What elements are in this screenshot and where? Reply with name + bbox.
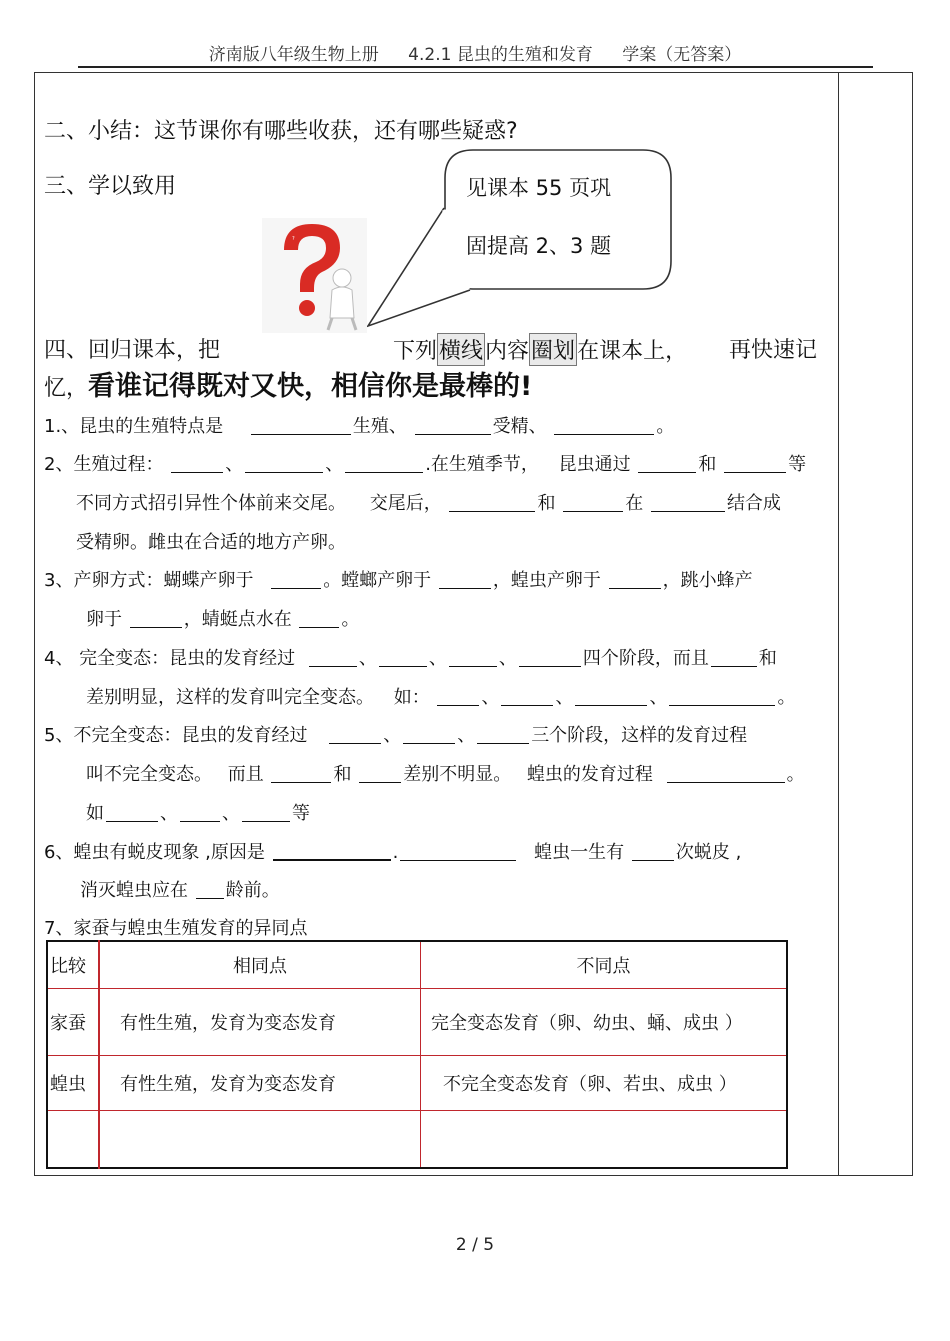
q4-text-a: 4、 完全变态：昆虫的发育经过 bbox=[44, 648, 296, 669]
q4-sep-5: 、 bbox=[555, 687, 574, 708]
q1-text-d: 。 bbox=[656, 416, 675, 437]
review-text-list: 下列 bbox=[393, 339, 438, 364]
q5-text-d: 而且 bbox=[227, 764, 264, 785]
table-cell[interactable] bbox=[99, 1111, 421, 1169]
table-header-cell: 不同点 bbox=[421, 941, 788, 989]
q6-blank-1[interactable] bbox=[273, 841, 391, 861]
q6-text-e: 龄前。 bbox=[225, 880, 280, 901]
q5-text-j: 等 bbox=[292, 803, 310, 824]
q5-blank-9[interactable] bbox=[242, 803, 290, 822]
q6-text-b: 蝗虫一生有 bbox=[534, 842, 625, 863]
table-cell[interactable] bbox=[47, 1111, 99, 1169]
q5-sep-2: 、 bbox=[457, 725, 476, 746]
q4-blank-1[interactable] bbox=[309, 648, 357, 667]
q2-blank-6[interactable] bbox=[449, 493, 535, 512]
q5-sep-4: 、 bbox=[222, 803, 240, 824]
q5-text-e: 和 bbox=[333, 764, 352, 785]
q4-sep-1: 、 bbox=[358, 648, 377, 669]
q3-text-a: 3、产卵方式：蝴蝶产卵于 bbox=[44, 570, 254, 591]
q5-blank-3[interactable] bbox=[477, 725, 529, 744]
section-review-end: 再快速记 bbox=[729, 338, 818, 363]
header-type: 学案（无答案） bbox=[622, 45, 742, 65]
q5-blank-2[interactable] bbox=[403, 725, 455, 744]
q2-text-a: 2、生殖过程： bbox=[44, 454, 164, 475]
q4-text-b: 四个阶段，而且 bbox=[582, 648, 709, 669]
q3-text-c: ，蝗虫产卵于 bbox=[492, 570, 601, 591]
question-5-line-3 bbox=[86, 799, 310, 825]
page-number: 2 / 5 bbox=[455, 1235, 495, 1255]
svg-text:?: ? bbox=[292, 236, 295, 242]
q3-text-e: 卵于 bbox=[86, 609, 122, 630]
q2-text-h: 和 bbox=[537, 493, 556, 514]
table-cell: 不完全变态发育（卵、若虫、成虫 ） bbox=[421, 1056, 788, 1111]
table-cell: 家蚕 bbox=[47, 989, 99, 1056]
q4-blank-2[interactable] bbox=[379, 648, 427, 667]
q4-blank-3[interactable] bbox=[449, 648, 497, 667]
q2-blank-1[interactable] bbox=[171, 454, 223, 473]
q5-blank-6[interactable] bbox=[667, 764, 785, 783]
page-header bbox=[0, 40, 950, 65]
q5-blank-7[interactable] bbox=[106, 803, 158, 822]
q2-blank-2[interactable] bbox=[245, 454, 323, 473]
review-text-on-book: 在课本上， bbox=[577, 339, 688, 364]
question-1 bbox=[44, 412, 674, 438]
q3-blank-3[interactable] bbox=[609, 570, 661, 589]
q2-text-i: 在 bbox=[625, 493, 644, 514]
q2-sep-2: 、 bbox=[325, 454, 344, 475]
question-5-line-1 bbox=[44, 721, 747, 747]
table-cell: 蝗虫 bbox=[47, 1056, 99, 1111]
q1-blank-1[interactable] bbox=[251, 416, 351, 435]
q5-sep-1: 、 bbox=[383, 725, 402, 746]
q5-text-f: 差别不明显。 bbox=[403, 764, 512, 785]
header-course: 济南版八年级生物上册 bbox=[208, 45, 379, 65]
q4-blank-8[interactable] bbox=[575, 687, 647, 706]
question-4-line-1 bbox=[44, 644, 777, 670]
q3-blank-5[interactable] bbox=[299, 609, 339, 628]
q2-text-d: 和 bbox=[698, 454, 717, 475]
question-2-line-2 bbox=[76, 489, 781, 515]
q4-sep-6: 、 bbox=[649, 687, 668, 708]
table-header-row bbox=[47, 941, 787, 989]
table-row bbox=[47, 1056, 787, 1111]
q2-text-e: 等 bbox=[788, 454, 807, 475]
q4-sep-2: 、 bbox=[428, 648, 447, 669]
section-summary: 二、小结：这节课你有哪些收获，还有哪些疑惑? bbox=[44, 119, 518, 144]
speech-bubble-tail bbox=[360, 200, 480, 330]
table-cell: 完全变态发育（卵、幼虫、蛹、成虫 ） bbox=[421, 989, 788, 1056]
q4-text-e: 如： bbox=[393, 687, 430, 708]
table-header-cell: 比较 bbox=[47, 941, 99, 989]
q5-blank-8[interactable] bbox=[180, 803, 220, 822]
q4-text-c: 和 bbox=[758, 648, 777, 669]
highlight-circle-word: 圈划 bbox=[529, 333, 577, 366]
q2-sep-1: 、 bbox=[225, 454, 244, 475]
q5-text-h: 。 bbox=[786, 764, 805, 785]
q4-blank-5[interactable] bbox=[711, 648, 757, 667]
question-2-line-1 bbox=[44, 450, 806, 476]
q2-text-j: 结合成 bbox=[726, 493, 781, 514]
highlight-underline-word: 横线 bbox=[437, 333, 485, 366]
question-3-line-2 bbox=[86, 605, 359, 631]
table-row bbox=[47, 1111, 787, 1169]
bubble-line-2: 固提高 2、3 题 bbox=[466, 234, 612, 258]
table-cell: 有性生殖，发育为变态发育 bbox=[99, 1056, 421, 1111]
section-review-middle bbox=[393, 333, 687, 366]
q4-blank-4[interactable] bbox=[519, 648, 581, 667]
question-6-line-1 bbox=[44, 838, 741, 864]
q6-dot: . bbox=[392, 842, 399, 863]
q3-blank-1[interactable] bbox=[271, 570, 321, 589]
question-6-line-2 bbox=[80, 876, 280, 902]
q2-text-b: .在生殖季节， bbox=[425, 454, 539, 475]
q6-blank-2[interactable] bbox=[400, 842, 516, 861]
bubble-line-1: 见课本 55 页巩 bbox=[466, 176, 612, 200]
q5-text-a: 5、不完全变态：昆虫的发育经过 bbox=[44, 725, 308, 746]
header-rule bbox=[78, 66, 873, 68]
table-header-cell: 相同点 bbox=[99, 941, 421, 989]
review-continuation: 忆， bbox=[44, 376, 89, 401]
question-5-line-2 bbox=[86, 760, 805, 786]
q1-blank-2[interactable] bbox=[415, 416, 491, 435]
q5-sep-3: 、 bbox=[160, 803, 178, 824]
frame-right-column-divider bbox=[838, 72, 839, 1176]
q2-blank-5[interactable] bbox=[724, 454, 786, 473]
q5-blank-1[interactable] bbox=[329, 725, 381, 744]
q4-sep-4: 、 bbox=[481, 687, 500, 708]
q1-text-b: 生殖、 bbox=[352, 416, 407, 437]
q3-blank-4[interactable] bbox=[130, 609, 182, 628]
question-4-line-2 bbox=[86, 683, 795, 709]
question-7-title: 7、家蚕与蝗虫生殖发育的异同点 bbox=[44, 918, 308, 939]
q2-blank-3[interactable] bbox=[345, 454, 423, 473]
q2-text-f: 不同方式招引异性个体前来交尾。 bbox=[76, 493, 346, 514]
q5-text-b: 三个阶段，这样的发育过程 bbox=[531, 725, 748, 746]
q3-text-g: 。 bbox=[341, 609, 360, 630]
q3-text-d: ，跳小蜂产 bbox=[662, 570, 753, 591]
q4-blank-9[interactable] bbox=[669, 687, 775, 706]
q6-text-d: 消灭蝗虫应在 bbox=[80, 880, 188, 901]
q4-text-d: 差别明显，这样的发育叫完全变态。 bbox=[86, 687, 374, 708]
q4-text-end: 。 bbox=[777, 687, 796, 708]
review-motto: 看谁记得既对又快，相信你是最棒的! bbox=[88, 371, 533, 402]
q3-text-b: 。螳螂产卵于 bbox=[323, 570, 432, 591]
q1-blank-3[interactable] bbox=[554, 416, 654, 435]
q6-blank-4[interactable] bbox=[196, 880, 224, 899]
section-review-start: 四、回归课本，把 bbox=[44, 338, 221, 363]
q2-blank-4[interactable] bbox=[638, 454, 696, 473]
table-row bbox=[47, 989, 787, 1056]
comparison-table bbox=[46, 940, 788, 1169]
thinking-figure-question-mark-icon bbox=[262, 218, 367, 333]
question-3-line-1 bbox=[44, 566, 753, 592]
question-2-line-3: 受精卵。雌虫在合适的地方产卵。 bbox=[76, 532, 346, 553]
table-cell: 有性生殖，发育为变态发育 bbox=[99, 989, 421, 1056]
review-text-content: 内容 bbox=[485, 339, 530, 364]
q3-blank-2[interactable] bbox=[439, 570, 491, 589]
header-lesson: 4.2.1 昆虫的生殖和发育 bbox=[408, 45, 593, 65]
q5-text-i: 如 bbox=[86, 803, 104, 824]
q2-text-c: 昆虫通过 bbox=[558, 454, 631, 475]
q2-blank-7[interactable] bbox=[563, 493, 623, 512]
section-review-line2 bbox=[44, 364, 532, 403]
q2-blank-8[interactable] bbox=[651, 493, 725, 512]
q4-blank-6[interactable] bbox=[437, 687, 479, 706]
q5-blank-5[interactable] bbox=[359, 764, 401, 783]
q5-blank-4[interactable] bbox=[271, 764, 331, 783]
q6-text-a: 6、蝗虫有蜕皮现象 ,原因是 bbox=[44, 842, 265, 863]
q1-text: 1.、昆虫的生殖特点是 bbox=[44, 416, 224, 437]
q6-text-c: 次蜕皮 , bbox=[675, 842, 742, 863]
q5-text-c: 叫不完全变态。 bbox=[86, 764, 212, 785]
q2-text-g: 交尾后， bbox=[369, 493, 442, 514]
q5-text-g: 蝗虫的发育过程 bbox=[526, 764, 653, 785]
q1-text-c: 受精、 bbox=[492, 416, 547, 437]
q6-blank-3[interactable] bbox=[632, 842, 674, 861]
q4-blank-7[interactable] bbox=[501, 687, 553, 706]
q4-sep-3: 、 bbox=[498, 648, 517, 669]
q3-text-f: ，蜻蜓点水在 bbox=[183, 609, 292, 630]
section-apply: 三、学以致用 bbox=[44, 174, 177, 199]
table-cell[interactable] bbox=[421, 1111, 788, 1169]
